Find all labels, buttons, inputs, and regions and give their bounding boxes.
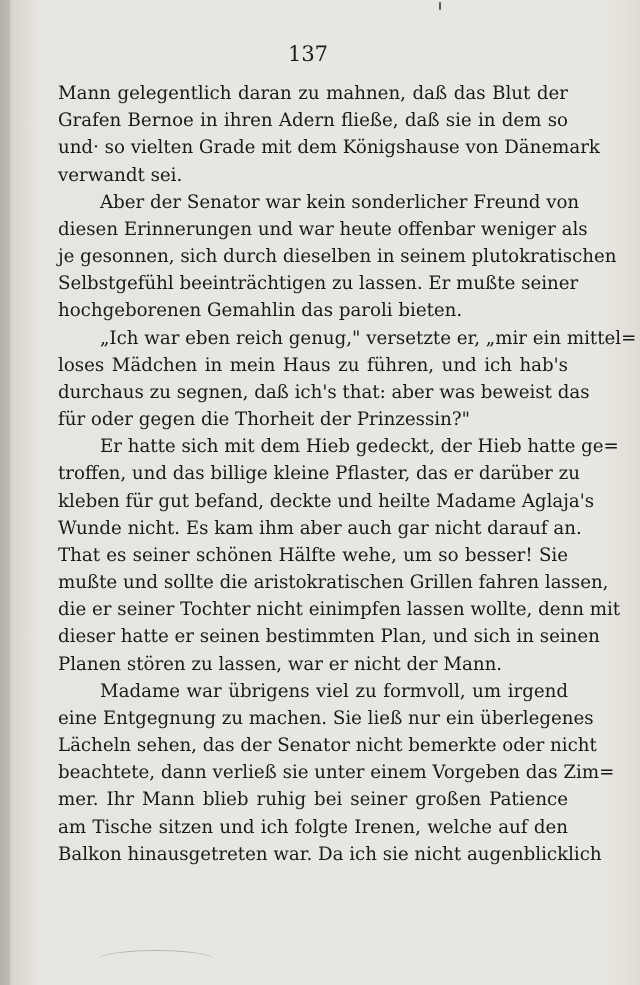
text-line: Aber der Senator war kein sonderlicher Freund von bbox=[100, 191, 580, 213]
text-line: je gesonnen, sich durch dieselben in seinem plutokratischen bbox=[58, 246, 617, 268]
text-line: loses Mädchen in mein Haus zu führen, und ich hab's bbox=[58, 354, 568, 376]
binding-shadow bbox=[0, 0, 10, 985]
text-line: Lächeln sehen, das der Senator nicht bemerkte oder nicht bbox=[58, 735, 597, 757]
text-line: für oder gegen die Thorheit der Prinzessin?" bbox=[58, 409, 470, 431]
text-line: die er seiner Tochter nicht einimpfen lassen wollte, denn mit bbox=[58, 599, 621, 621]
text-line: Grafen Bernoe in ihren Adern fließe, daß sie in dem so bbox=[58, 110, 568, 132]
text-line: verwandt sei. bbox=[58, 164, 183, 186]
text-line: durchaus zu segnen, daß ich's that: aber was beweist das bbox=[58, 381, 590, 403]
text-line: dieser hatte er seinen bestimmten Plan, und sich in seinen bbox=[58, 626, 600, 648]
text-line: Mann gelegentlich daran zu mahnen, daß das Blut der bbox=[58, 83, 568, 104]
paper-crease bbox=[96, 950, 216, 971]
text-line: mußte und sollte die aristokratischen Grillen fahren lassen, bbox=[58, 572, 609, 594]
text-line: und· so vielten Grade mit dem Königshause von Dänemark bbox=[58, 137, 600, 159]
text-line: troffen, und das billige kleine Pflaster, das er darüber zu bbox=[58, 463, 580, 485]
text-line: Er hatte sich mit dem Hieb gedeckt, der Hieb hatte ge= bbox=[100, 436, 619, 458]
text-line: Planen stören zu lassen, war er nicht der Mann. bbox=[58, 653, 503, 675]
text-line: am Tische sitzen und ich folgte Irenen, welche auf den bbox=[58, 816, 568, 838]
text-line: Madame war übrigens viel zu formvoll, um irgend bbox=[100, 680, 568, 702]
text-line: beachtete, dann verließ sie unter einem Vorgeben das Zim= bbox=[58, 762, 615, 784]
text-line: Selbstgefühl beeinträchtigen zu lassen. Er mußte seiner bbox=[58, 273, 579, 295]
page-number: 137 bbox=[287, 42, 329, 66]
text-line: mer. Ihr Mann blieb ruhig bei seiner großen Patience bbox=[58, 789, 568, 811]
text-line: „Ich war eben reich genug," versetzte er, „mir ein mittel= bbox=[100, 327, 637, 349]
text-line: eine Entgegnung zu machen. Sie ließ nur ein überlegenes bbox=[58, 707, 594, 729]
ink-mark bbox=[439, 2, 441, 10]
text-line: Balkon hinausgetreten war. Da ich sie nicht augenblicklich bbox=[58, 843, 602, 865]
text-line: kleben für gut befand, deckte und heilte Madame Aglaja's bbox=[58, 490, 595, 512]
body-text bbox=[58, 80, 637, 868]
text-line: That es seiner schönen Hälfte wehe, um so besser! Sie bbox=[58, 544, 568, 566]
text-line: hochgeborenen Gemahlin das paroli bieten. bbox=[58, 300, 463, 322]
text-line: Wunde nicht. Es kam ihm aber auch gar nicht darauf an. bbox=[58, 517, 582, 539]
text-line: diesen Erinnerungen und war heute offenbar weniger als bbox=[58, 218, 588, 240]
